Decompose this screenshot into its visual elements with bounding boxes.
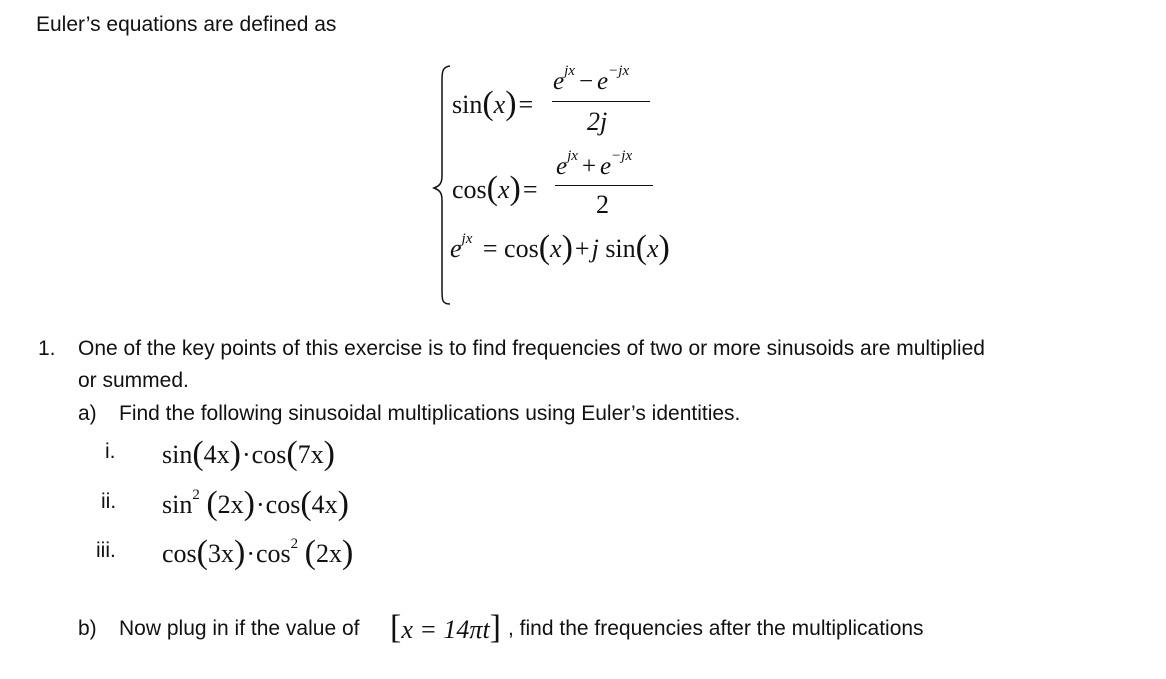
item-i-expression: sin(4x)·cos(7x) <box>162 435 335 472</box>
eq2-lhs: cos(x)= <box>452 170 538 207</box>
eq3: $e^{jx} = \cos(x)+j$ sin(x) <box>450 229 670 266</box>
eq1-denominator: 2j <box>587 107 608 136</box>
part-b-text-after: , find the frequencies after the multiplications <box>508 617 924 640</box>
intro-text: Euler’s equations are defined as <box>36 13 337 36</box>
part-b-label: b) <box>78 617 97 640</box>
question-number: 1. <box>38 337 56 360</box>
question-text-line1: One of the key points of this exercise is to find frequencies of two or more sinusoids are multiplied <box>78 337 985 360</box>
eq2-numerator: $e^{jx} + e^{-jx}$ <box>556 148 633 180</box>
part-a-text: Find the following sinusoidal multiplications using Euler’s identities. <box>119 402 741 425</box>
part-b-expression: [x = 14πt] <box>390 609 501 646</box>
eq1-fraction-bar <box>552 101 650 102</box>
part-a-label: a) <box>78 402 97 425</box>
eq2-denominator: 2 <box>596 190 609 219</box>
item-i-label: i. <box>105 440 116 463</box>
item-iii-label: iii. <box>96 539 116 562</box>
item-iii-expression: $\cos(3x)\cdot\cos^2$ (2x) <box>162 534 354 571</box>
eq1-numerator: $e^{jx} - e^{-jx}$ <box>553 63 630 95</box>
part-b-text-before: Now plug in if the value of <box>119 617 360 640</box>
item-ii-expression: $\sin^2 (2x)\cdot\cos(4x)$ <box>162 485 349 522</box>
eq1-lhs: sin(x)= <box>452 85 534 122</box>
item-ii-label: ii. <box>101 490 117 513</box>
eq2-fraction-bar <box>555 185 653 186</box>
question-text-line2: or summed. <box>78 369 189 392</box>
